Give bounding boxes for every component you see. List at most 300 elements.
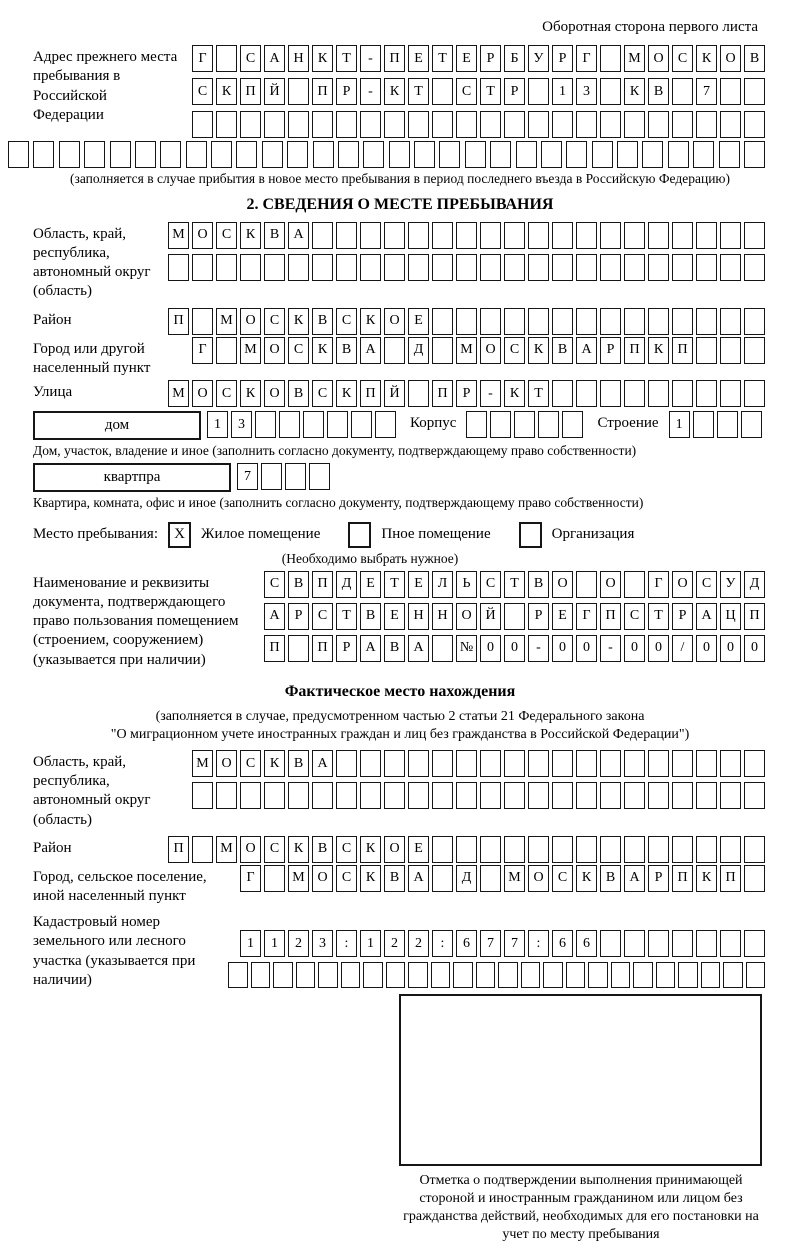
char-cell[interactable] <box>552 111 573 138</box>
char-cell[interactable]: Д <box>408 337 429 364</box>
char-cell[interactable]: С <box>672 45 693 72</box>
char-cell[interactable] <box>279 411 300 438</box>
char-cell[interactable] <box>693 141 714 168</box>
char-cell[interactable]: С <box>288 337 309 364</box>
char-cell[interactable] <box>480 782 501 809</box>
char-cell[interactable] <box>744 308 765 335</box>
char-cell[interactable] <box>648 111 669 138</box>
char-cell[interactable]: В <box>744 45 765 72</box>
char-cell[interactable]: 2 <box>384 930 405 957</box>
char-cell[interactable] <box>648 782 669 809</box>
char-cell[interactable]: В <box>384 865 405 892</box>
char-cell[interactable] <box>456 750 477 777</box>
char-cell[interactable] <box>336 782 357 809</box>
char-cell[interactable] <box>624 782 645 809</box>
char-cell[interactable]: С <box>552 865 573 892</box>
char-cell[interactable] <box>375 411 396 438</box>
char-cell[interactable] <box>432 836 453 863</box>
char-cell[interactable]: С <box>240 45 261 72</box>
char-cell[interactable] <box>672 308 693 335</box>
char-cell[interactable]: С <box>264 571 285 598</box>
char-cell[interactable]: 6 <box>552 930 573 957</box>
char-cell[interactable] <box>552 836 573 863</box>
char-cell[interactable] <box>360 222 381 249</box>
char-cell[interactable]: М <box>168 222 189 249</box>
char-cell[interactable] <box>720 254 741 281</box>
char-cell[interactable]: П <box>384 45 405 72</box>
char-cell[interactable]: О <box>480 337 501 364</box>
char-cell[interactable]: 3 <box>312 930 333 957</box>
char-cell[interactable] <box>528 750 549 777</box>
char-cell[interactable] <box>504 782 525 809</box>
char-cell[interactable]: О <box>720 45 741 72</box>
char-cell[interactable]: К <box>504 380 525 407</box>
stroenie-cells[interactable] <box>669 411 762 438</box>
char-cell[interactable] <box>552 254 573 281</box>
char-cell[interactable] <box>504 603 525 630</box>
char-cell[interactable] <box>744 222 765 249</box>
char-cell[interactable] <box>192 308 213 335</box>
char-cell[interactable] <box>600 380 621 407</box>
char-cell[interactable] <box>456 254 477 281</box>
char-cell[interactable]: П <box>360 380 381 407</box>
char-cell[interactable]: В <box>528 571 549 598</box>
char-cell[interactable]: - <box>360 45 381 72</box>
char-cell[interactable]: К <box>360 836 381 863</box>
char-cell[interactable] <box>678 962 698 988</box>
char-cell[interactable]: 3 <box>231 411 252 438</box>
char-cell[interactable]: А <box>408 865 429 892</box>
char-cell[interactable] <box>336 750 357 777</box>
char-cell[interactable] <box>600 45 621 72</box>
char-cell[interactable]: : <box>432 930 453 957</box>
char-cell[interactable] <box>624 571 645 598</box>
char-cell[interactable]: Д <box>744 571 765 598</box>
char-cell[interactable] <box>552 222 573 249</box>
char-cell[interactable] <box>528 836 549 863</box>
char-cell[interactable]: 0 <box>624 635 645 662</box>
char-cell[interactable] <box>504 750 525 777</box>
char-cell[interactable] <box>363 141 384 168</box>
char-cell[interactable] <box>135 141 156 168</box>
char-cell[interactable]: К <box>312 337 333 364</box>
char-cell[interactable]: В <box>288 750 309 777</box>
char-cell[interactable]: К <box>240 222 261 249</box>
char-cell[interactable]: В <box>264 222 285 249</box>
fact-city-row[interactable] <box>240 865 765 892</box>
char-cell[interactable]: Л <box>432 571 453 598</box>
char-cell[interactable]: 0 <box>504 635 525 662</box>
char-cell[interactable] <box>192 254 213 281</box>
char-cell[interactable] <box>720 337 741 364</box>
stay-type-checkbox-residential[interactable]: X <box>168 522 191 548</box>
char-cell[interactable] <box>384 337 405 364</box>
char-cell[interactable]: О <box>264 380 285 407</box>
char-cell[interactable]: Г <box>192 45 213 72</box>
char-cell[interactable] <box>696 254 717 281</box>
char-cell[interactable] <box>576 222 597 249</box>
char-cell[interactable] <box>240 111 261 138</box>
char-cell[interactable] <box>296 962 316 988</box>
char-cell[interactable] <box>264 782 285 809</box>
char-cell[interactable] <box>456 308 477 335</box>
char-cell[interactable] <box>624 930 645 957</box>
char-cell[interactable] <box>288 635 309 662</box>
char-cell[interactable]: П <box>744 603 765 630</box>
stay-type-checkbox-organization[interactable] <box>519 522 542 548</box>
char-cell[interactable] <box>744 111 765 138</box>
char-cell[interactable] <box>576 380 597 407</box>
char-cell[interactable] <box>504 222 525 249</box>
char-cell[interactable]: 1 <box>669 411 690 438</box>
char-cell[interactable] <box>516 141 537 168</box>
char-cell[interactable] <box>264 865 285 892</box>
char-cell[interactable]: 0 <box>648 635 669 662</box>
char-cell[interactable]: 7 <box>696 78 717 105</box>
char-cell[interactable] <box>648 222 669 249</box>
char-cell[interactable]: 7 <box>237 463 258 490</box>
fact-region-row1[interactable] <box>192 750 765 777</box>
document-row3[interactable] <box>264 635 765 662</box>
char-cell[interactable] <box>389 141 410 168</box>
char-cell[interactable]: К <box>312 45 333 72</box>
region-row2[interactable] <box>168 254 765 281</box>
char-cell[interactable]: О <box>600 571 621 598</box>
char-cell[interactable]: В <box>648 78 669 105</box>
char-cell[interactable] <box>696 222 717 249</box>
char-cell[interactable] <box>264 254 285 281</box>
char-cell[interactable] <box>386 962 406 988</box>
char-cell[interactable]: : <box>336 930 357 957</box>
char-cell[interactable] <box>498 962 518 988</box>
char-cell[interactable] <box>648 930 669 957</box>
char-cell[interactable] <box>648 308 669 335</box>
char-cell[interactable]: К <box>528 337 549 364</box>
prev-address-row1[interactable] <box>192 45 765 72</box>
char-cell[interactable]: Р <box>336 635 357 662</box>
apartment-cells[interactable] <box>237 463 330 490</box>
char-cell[interactable] <box>528 111 549 138</box>
char-cell[interactable]: В <box>312 836 333 863</box>
char-cell[interactable] <box>351 411 372 438</box>
char-cell[interactable] <box>576 111 597 138</box>
char-cell[interactable] <box>600 111 621 138</box>
char-cell[interactable] <box>592 141 613 168</box>
char-cell[interactable]: С <box>696 571 717 598</box>
char-cell[interactable] <box>696 930 717 957</box>
char-cell[interactable]: К <box>240 380 261 407</box>
char-cell[interactable]: М <box>504 865 525 892</box>
char-cell[interactable] <box>696 337 717 364</box>
char-cell[interactable]: К <box>696 45 717 72</box>
char-cell[interactable]: Й <box>384 380 405 407</box>
char-cell[interactable] <box>431 962 451 988</box>
char-cell[interactable]: Г <box>576 603 597 630</box>
char-cell[interactable] <box>456 222 477 249</box>
char-cell[interactable] <box>744 782 765 809</box>
char-cell[interactable]: Н <box>432 603 453 630</box>
char-cell[interactable] <box>720 111 741 138</box>
char-cell[interactable]: М <box>288 865 309 892</box>
char-cell[interactable]: 7 <box>504 930 525 957</box>
char-cell[interactable]: В <box>288 380 309 407</box>
char-cell[interactable] <box>236 141 257 168</box>
char-cell[interactable] <box>744 380 765 407</box>
char-cell[interactable]: - <box>360 78 381 105</box>
char-cell[interactable] <box>336 254 357 281</box>
char-cell[interactable] <box>439 141 460 168</box>
char-cell[interactable] <box>490 411 511 438</box>
char-cell[interactable] <box>600 222 621 249</box>
char-cell[interactable] <box>408 782 429 809</box>
char-cell[interactable]: П <box>672 865 693 892</box>
char-cell[interactable]: Е <box>408 836 429 863</box>
char-cell[interactable] <box>432 254 453 281</box>
char-cell[interactable] <box>384 254 405 281</box>
char-cell[interactable] <box>566 962 586 988</box>
char-cell[interactable] <box>262 141 283 168</box>
char-cell[interactable]: В <box>552 337 573 364</box>
char-cell[interactable] <box>744 836 765 863</box>
char-cell[interactable]: Г <box>576 45 597 72</box>
char-cell[interactable]: У <box>528 45 549 72</box>
char-cell[interactable]: О <box>216 750 237 777</box>
char-cell[interactable] <box>720 380 741 407</box>
char-cell[interactable] <box>228 962 248 988</box>
char-cell[interactable] <box>504 254 525 281</box>
char-cell[interactable]: Е <box>408 308 429 335</box>
char-cell[interactable]: Г <box>192 337 213 364</box>
char-cell[interactable]: - <box>480 380 501 407</box>
char-cell[interactable] <box>384 782 405 809</box>
char-cell[interactable] <box>720 750 741 777</box>
char-cell[interactable] <box>701 962 721 988</box>
char-cell[interactable]: 1 <box>552 78 573 105</box>
char-cell[interactable]: К <box>216 78 237 105</box>
char-cell[interactable]: 0 <box>552 635 573 662</box>
char-cell[interactable]: К <box>624 78 645 105</box>
char-cell[interactable] <box>528 222 549 249</box>
char-cell[interactable] <box>168 254 189 281</box>
region-row1[interactable] <box>168 222 765 249</box>
cadastre-row2[interactable] <box>228 962 765 988</box>
char-cell[interactable]: М <box>624 45 645 72</box>
char-cell[interactable]: Р <box>288 603 309 630</box>
char-cell[interactable]: Р <box>648 865 669 892</box>
char-cell[interactable] <box>624 254 645 281</box>
korpus-cells[interactable] <box>466 411 583 438</box>
char-cell[interactable]: О <box>192 222 213 249</box>
char-cell[interactable]: О <box>528 865 549 892</box>
char-cell[interactable]: 6 <box>576 930 597 957</box>
char-cell[interactable] <box>552 782 573 809</box>
char-cell[interactable] <box>408 962 428 988</box>
char-cell[interactable] <box>251 962 271 988</box>
char-cell[interactable] <box>303 411 324 438</box>
char-cell[interactable] <box>504 111 525 138</box>
char-cell[interactable]: 2 <box>288 930 309 957</box>
char-cell[interactable] <box>624 308 645 335</box>
char-cell[interactable] <box>552 750 573 777</box>
char-cell[interactable] <box>261 463 282 490</box>
char-cell[interactable] <box>744 750 765 777</box>
char-cell[interactable]: А <box>360 635 381 662</box>
char-cell[interactable]: П <box>312 571 333 598</box>
char-cell[interactable] <box>341 962 361 988</box>
char-cell[interactable] <box>744 141 765 168</box>
char-cell[interactable] <box>600 782 621 809</box>
char-cell[interactable] <box>216 45 237 72</box>
char-cell[interactable]: С <box>264 836 285 863</box>
char-cell[interactable]: Е <box>456 45 477 72</box>
char-cell[interactable] <box>8 141 29 168</box>
char-cell[interactable] <box>432 337 453 364</box>
char-cell[interactable] <box>672 254 693 281</box>
char-cell[interactable] <box>744 337 765 364</box>
char-cell[interactable] <box>312 782 333 809</box>
char-cell[interactable] <box>720 782 741 809</box>
char-cell[interactable]: О <box>312 865 333 892</box>
char-cell[interactable]: С <box>336 836 357 863</box>
char-cell[interactable]: С <box>624 603 645 630</box>
char-cell[interactable] <box>672 836 693 863</box>
char-cell[interactable] <box>672 930 693 957</box>
house-cells[interactable] <box>207 411 396 438</box>
char-cell[interactable] <box>216 782 237 809</box>
char-cell[interactable] <box>313 141 334 168</box>
char-cell[interactable] <box>216 337 237 364</box>
char-cell[interactable] <box>504 836 525 863</box>
char-cell[interactable] <box>562 411 583 438</box>
char-cell[interactable]: В <box>600 865 621 892</box>
char-cell[interactable]: Т <box>528 380 549 407</box>
char-cell[interactable] <box>456 782 477 809</box>
char-cell[interactable] <box>538 411 559 438</box>
char-cell[interactable]: Р <box>528 603 549 630</box>
char-cell[interactable] <box>719 141 740 168</box>
char-cell[interactable] <box>408 254 429 281</box>
char-cell[interactable] <box>717 411 738 438</box>
char-cell[interactable]: О <box>648 45 669 72</box>
char-cell[interactable] <box>648 750 669 777</box>
char-cell[interactable]: С <box>192 78 213 105</box>
char-cell[interactable] <box>744 930 765 957</box>
document-row2[interactable] <box>264 603 765 630</box>
char-cell[interactable] <box>33 141 54 168</box>
char-cell[interactable] <box>648 254 669 281</box>
char-cell[interactable] <box>656 962 676 988</box>
char-cell[interactable]: Р <box>600 337 621 364</box>
char-cell[interactable] <box>720 836 741 863</box>
char-cell[interactable]: Й <box>264 78 285 105</box>
char-cell[interactable]: К <box>648 337 669 364</box>
char-cell[interactable] <box>696 750 717 777</box>
char-cell[interactable] <box>576 308 597 335</box>
char-cell[interactable]: Р <box>552 45 573 72</box>
char-cell[interactable]: 1 <box>360 930 381 957</box>
char-cell[interactable] <box>453 962 473 988</box>
char-cell[interactable]: С <box>336 865 357 892</box>
char-cell[interactable]: 1 <box>240 930 261 957</box>
char-cell[interactable] <box>600 254 621 281</box>
street-row[interactable] <box>168 380 765 407</box>
char-cell[interactable]: Р <box>504 78 525 105</box>
char-cell[interactable] <box>363 962 383 988</box>
char-cell[interactable] <box>336 222 357 249</box>
char-cell[interactable]: 0 <box>480 635 501 662</box>
char-cell[interactable]: М <box>192 750 213 777</box>
char-cell[interactable]: К <box>360 308 381 335</box>
char-cell[interactable] <box>576 782 597 809</box>
fact-district-row[interactable] <box>168 836 765 863</box>
char-cell[interactable] <box>216 111 237 138</box>
char-cell[interactable] <box>696 111 717 138</box>
char-cell[interactable] <box>672 111 693 138</box>
char-cell[interactable] <box>211 141 232 168</box>
char-cell[interactable] <box>360 254 381 281</box>
char-cell[interactable] <box>744 865 765 892</box>
district-row[interactable] <box>168 308 765 335</box>
char-cell[interactable] <box>576 571 597 598</box>
char-cell[interactable] <box>566 141 587 168</box>
char-cell[interactable]: Е <box>384 603 405 630</box>
char-cell[interactable]: Г <box>240 865 261 892</box>
char-cell[interactable] <box>672 782 693 809</box>
char-cell[interactable] <box>160 141 181 168</box>
char-cell[interactable] <box>309 463 330 490</box>
char-cell[interactable]: Т <box>480 78 501 105</box>
cadastre-row1[interactable] <box>228 930 765 957</box>
char-cell[interactable]: О <box>192 380 213 407</box>
char-cell[interactable]: 0 <box>744 635 765 662</box>
char-cell[interactable] <box>384 111 405 138</box>
char-cell[interactable] <box>720 78 741 105</box>
char-cell[interactable] <box>543 962 563 988</box>
char-cell[interactable] <box>288 111 309 138</box>
char-cell[interactable]: Д <box>456 865 477 892</box>
char-cell[interactable]: М <box>216 836 237 863</box>
char-cell[interactable] <box>360 750 381 777</box>
char-cell[interactable] <box>642 141 663 168</box>
char-cell[interactable] <box>576 254 597 281</box>
char-cell[interactable] <box>360 111 381 138</box>
char-cell[interactable]: 0 <box>696 635 717 662</box>
char-cell[interactable] <box>336 111 357 138</box>
char-cell[interactable] <box>480 111 501 138</box>
char-cell[interactable] <box>741 411 762 438</box>
char-cell[interactable] <box>408 222 429 249</box>
char-cell[interactable]: 0 <box>720 635 741 662</box>
char-cell[interactable] <box>466 411 487 438</box>
char-cell[interactable] <box>84 141 105 168</box>
char-cell[interactable] <box>528 782 549 809</box>
char-cell[interactable] <box>600 836 621 863</box>
char-cell[interactable]: К <box>360 865 381 892</box>
char-cell[interactable]: П <box>264 635 285 662</box>
char-cell[interactable]: С <box>312 603 333 630</box>
char-cell[interactable] <box>480 750 501 777</box>
char-cell[interactable]: В <box>360 603 381 630</box>
char-cell[interactable] <box>624 222 645 249</box>
char-cell[interactable]: Т <box>336 603 357 630</box>
char-cell[interactable] <box>264 111 285 138</box>
char-cell[interactable]: № <box>456 635 477 662</box>
char-cell[interactable] <box>312 254 333 281</box>
char-cell[interactable] <box>696 308 717 335</box>
char-cell[interactable]: С <box>240 750 261 777</box>
char-cell[interactable]: В <box>336 337 357 364</box>
char-cell[interactable] <box>521 962 541 988</box>
